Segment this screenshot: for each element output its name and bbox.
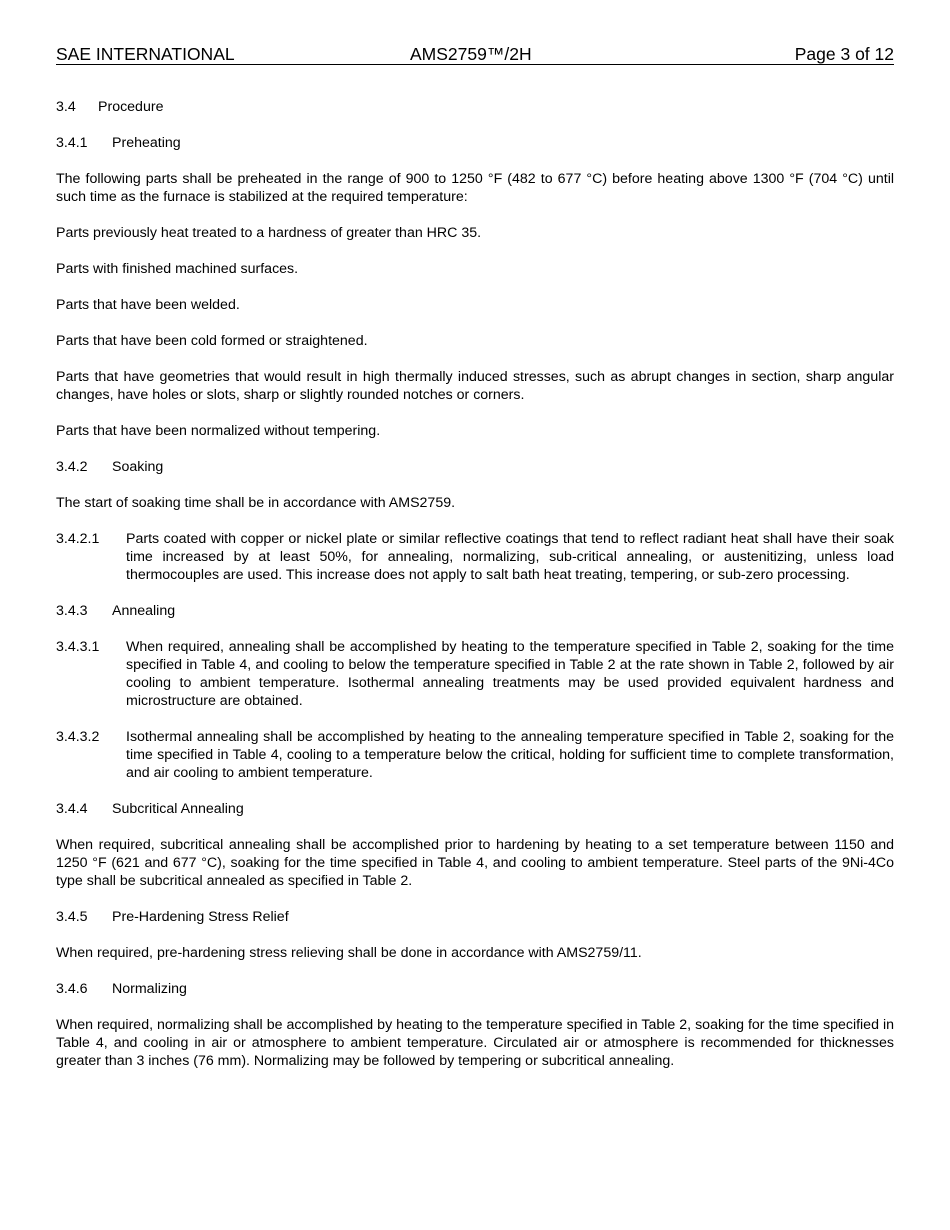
header-page-number: Page 3 of 12: [794, 44, 894, 64]
stress-relief-text: When required, pre-hardening stress relieving shall be done in accordance with AMS2759/11.: [56, 945, 642, 961]
section-heading-3-4-5: [56, 908, 894, 926]
page-header: [56, 44, 894, 65]
paragraph-3-4-2-1: [56, 530, 894, 584]
soaking-text: The start of soaking time shall be in accordance with AMS2759.: [56, 495, 456, 511]
header-org: SAE INTERNATIONAL: [56, 44, 235, 64]
section-heading-3-4: [56, 98, 894, 116]
section-heading-3-4-1: [56, 134, 894, 152]
paragraph-number: 3.4.3.1: [56, 639, 100, 655]
preheating-intro: The following parts shall be preheated in the range of 900 to 1250 °F (482 to 677 °C) before heating above 1300 °F (704 °C) until such time as the furnace is stabilized at the required temperature:: [56, 171, 894, 205]
section-number: 3.4.3: [56, 603, 88, 619]
section-heading-3-4-4: [56, 800, 894, 818]
section-title: Annealing: [112, 603, 176, 619]
subcritical-annealing-text: When required, subcritical annealing shall be accomplished prior to hardening by heating to a set temperature between 1150 and 1250 °F (621 and 677 °C), soaking for the time specified in Table 4, and cooling to ambient temperature. Steel parts of the 9Ni-4Co type shall be subcritical annealed as specified in Table 2.: [56, 837, 894, 889]
section-number: 3.4.2: [56, 459, 88, 475]
section-title: Soaking: [112, 459, 164, 475]
section-title: Subcritical Annealing: [112, 801, 244, 817]
section-title: Pre-Hardening Stress Relief: [112, 909, 289, 925]
section-title: Preheating: [112, 135, 181, 151]
section-title: Normalizing: [112, 981, 187, 997]
paragraph-3-4-3-1: [56, 638, 894, 710]
preheating-item: Parts that have been cold formed or straightened.: [56, 333, 368, 349]
preheating-item: Parts that have geometries that would result in high thermally induced stresses, such as abrupt changes in section, sharp angular changes, have holes or slots, sharp or slightly rounded notches or corners.: [56, 369, 894, 403]
section-heading-3-4-3: [56, 602, 894, 620]
document-page: [56, 0, 894, 1230]
header-doc-id: AMS2759™/2H: [410, 44, 532, 64]
section-heading-3-4-2: [56, 458, 894, 476]
preheating-item: Parts previously heat treated to a hardness of greater than HRC 35.: [56, 225, 482, 241]
paragraph-text: Isothermal annealing shall be accomplished by heating to the annealing temperature specified in Table 2, soaking for the time specified in Table 4, cooling to a temperature below the critical, holding for sufficient time to complete transformation, and air cooling to ambient temperature.: [126, 729, 894, 781]
section-heading-3-4-6: [56, 980, 894, 998]
section-number: 3.4: [56, 99, 76, 115]
paragraph-number: 3.4.3.2: [56, 729, 100, 745]
preheating-item: Parts with finished machined surfaces.: [56, 261, 299, 277]
section-number: 3.4.5: [56, 909, 88, 925]
section-number: 3.4.6: [56, 981, 88, 997]
document-body: [56, 98, 894, 1088]
paragraph-text: Parts coated with copper or nickel plate or similar reflective coatings that tend to reflect radiant heat shall have their soak time increased by at least 50%, for annealing, normalizing, sub-critical annealing, or austenitizing, unless load thermocouples are used. This increase does not apply to salt bath heat treating, tempering, or sub-zero processing.: [126, 531, 894, 583]
section-number: 3.4.1: [56, 135, 88, 151]
paragraph-text: When required, annealing shall be accomplished by heating to the temperature specified in Table 2, soaking for the time specified in Table 4, and cooling to below the temperature specified in Table 2 at the rate shown in Table 2, followed by air cooling to ambient temperature. Isothermal annealing treatments may be used provided equivalent hardness and microstructure are obtained.: [126, 639, 894, 709]
paragraph-3-4-3-2: [56, 728, 894, 782]
normalizing-text: When required, normalizing shall be accomplished by heating to the temperature specified in Table 2, soaking for the time specified in Table 4, and cooling in air or atmosphere to ambient temperature. Circulated air or atmosphere is recommended for thicknesses greater than 3 inches (76 mm). Normalizing may be followed by tempering or subcritical annealing.: [56, 1017, 894, 1069]
preheating-item: Parts that have been welded.: [56, 297, 240, 313]
section-number: 3.4.4: [56, 801, 88, 817]
paragraph-number: 3.4.2.1: [56, 531, 100, 547]
section-title: Procedure: [98, 99, 164, 115]
preheating-item: Parts that have been normalized without tempering.: [56, 423, 381, 439]
